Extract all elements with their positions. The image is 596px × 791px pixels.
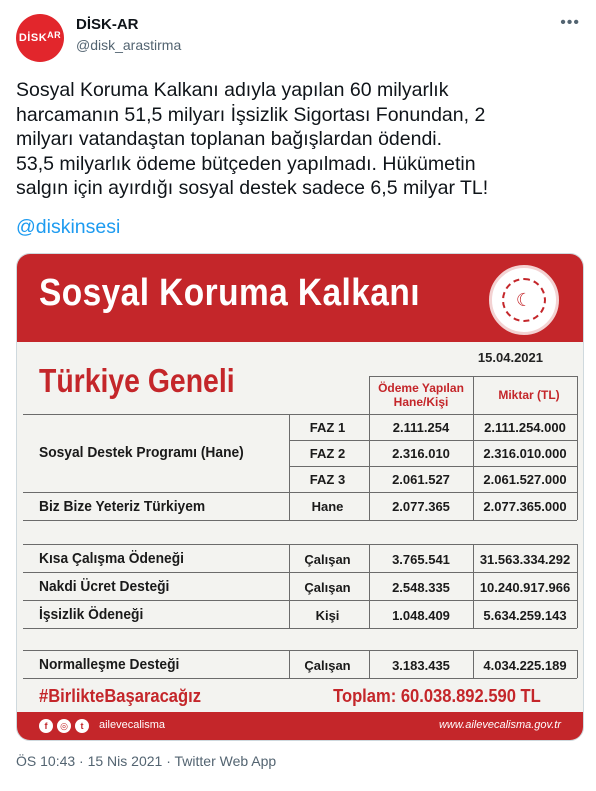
col-payment-header-line1: Ödeme Yapılan [378, 381, 464, 395]
row-unit: Hane [311, 499, 344, 514]
twitter-icon: t [75, 719, 89, 733]
avatar-text: DİSK [18, 32, 48, 44]
ministry-seal-icon: ☾ [489, 265, 559, 335]
instagram-icon: ◎ [57, 719, 71, 733]
row-amount: 2.111.254.000 [484, 420, 566, 435]
tweet-header [16, 12, 580, 64]
hashtag: #BirlikteBaşaracağız [39, 686, 202, 706]
row-amount: 4.034.225.189 [483, 658, 567, 673]
row-unit: Çalışan [304, 552, 351, 567]
report-date: 15.04.2021 [477, 350, 543, 365]
tweet-image[interactable] [16, 253, 584, 741]
row-amount: 5.634.259.143 [483, 608, 567, 623]
row-amount: 31.563.334.292 [479, 552, 571, 567]
account-handle[interactable]: @disk_arastirma [76, 37, 182, 53]
footer-handle: ailevecalisma [99, 719, 166, 731]
total-amount: Toplam: 60.038.892.590 TL [333, 686, 541, 706]
more-dots-icon[interactable]: ••• [560, 14, 580, 31]
row-count: 2.316.010 [392, 446, 450, 461]
row-amount: 2.316.010.000 [483, 446, 567, 461]
tweet-timestamp[interactable]: ÖS 10:43 · 15 Nis 2021 · Twitter Web App [16, 753, 277, 769]
row-unit: FAZ 3 [309, 472, 346, 487]
row-amount: 10.240.917.966 [479, 580, 571, 595]
footer-site: www.ailevecalisma.gov.tr [438, 719, 561, 731]
row-unit: Çalışan [304, 658, 351, 673]
row-count: 3.183.435 [392, 658, 450, 673]
image-footer [17, 712, 583, 740]
row-label: Normalleşme Desteği [39, 656, 180, 673]
row-count: 2.111.254 [392, 420, 450, 435]
row-unit: FAZ 1 [309, 420, 346, 435]
row-count: 2.548.335 [392, 580, 450, 595]
account-name[interactable]: DİSK-AR [76, 16, 139, 33]
col-amount-header: Miktar (TL) [498, 388, 560, 402]
mention-link[interactable]: @diskinsesi [16, 216, 121, 238]
row-count: 1.048.409 [392, 608, 450, 623]
row-amount: 2.061.527.000 [483, 472, 567, 487]
row-amount: 2.077.365.000 [483, 499, 567, 514]
row-label: İşsizlik Ödeneği [39, 606, 144, 623]
facebook-icon: f [39, 719, 53, 733]
row-unit: Çalışan [304, 580, 351, 595]
avatar[interactable] [16, 14, 64, 62]
row-unit: FAZ 2 [309, 446, 346, 461]
tweet-text: Sosyal Koruma Kalkanı adıyla yapılan 60 milyarlık harcamanın 51,5 milyarı İşsizlik Sigortası Fonundan, 2 milyarı vatandaştan toplanan bağışlardan ödendi. 53,5 milyarlık ödeme bütçeden yapılmadı. Hükümetin salgın için ayırdığı sosyal destek sadece 6,5 milyar TL! [16, 79, 489, 199]
banner-title: Sosyal Koruma Kalkanı [39, 272, 420, 314]
col-payment-header-line2: Hane/Kişi [393, 395, 449, 409]
program-label: Sosyal Destek Programı (Hane) [39, 444, 244, 461]
row-count: 3.765.541 [392, 552, 450, 567]
region-title: Türkiye Geneli [39, 362, 235, 399]
row-label: Nakdi Ücret Desteği [39, 578, 170, 595]
image-banner [17, 254, 583, 342]
row-label: Kısa Çalışma Ödeneği [39, 550, 184, 567]
row-count: 2.077.365 [392, 499, 450, 514]
row-unit: Kişi [315, 608, 340, 623]
row-label: Biz Bize Yeteriz Türkiyem [39, 498, 206, 515]
col-payment-header [369, 381, 473, 409]
avatar-text-small: AR [47, 30, 62, 40]
row-count: 2.061.527 [392, 472, 450, 487]
